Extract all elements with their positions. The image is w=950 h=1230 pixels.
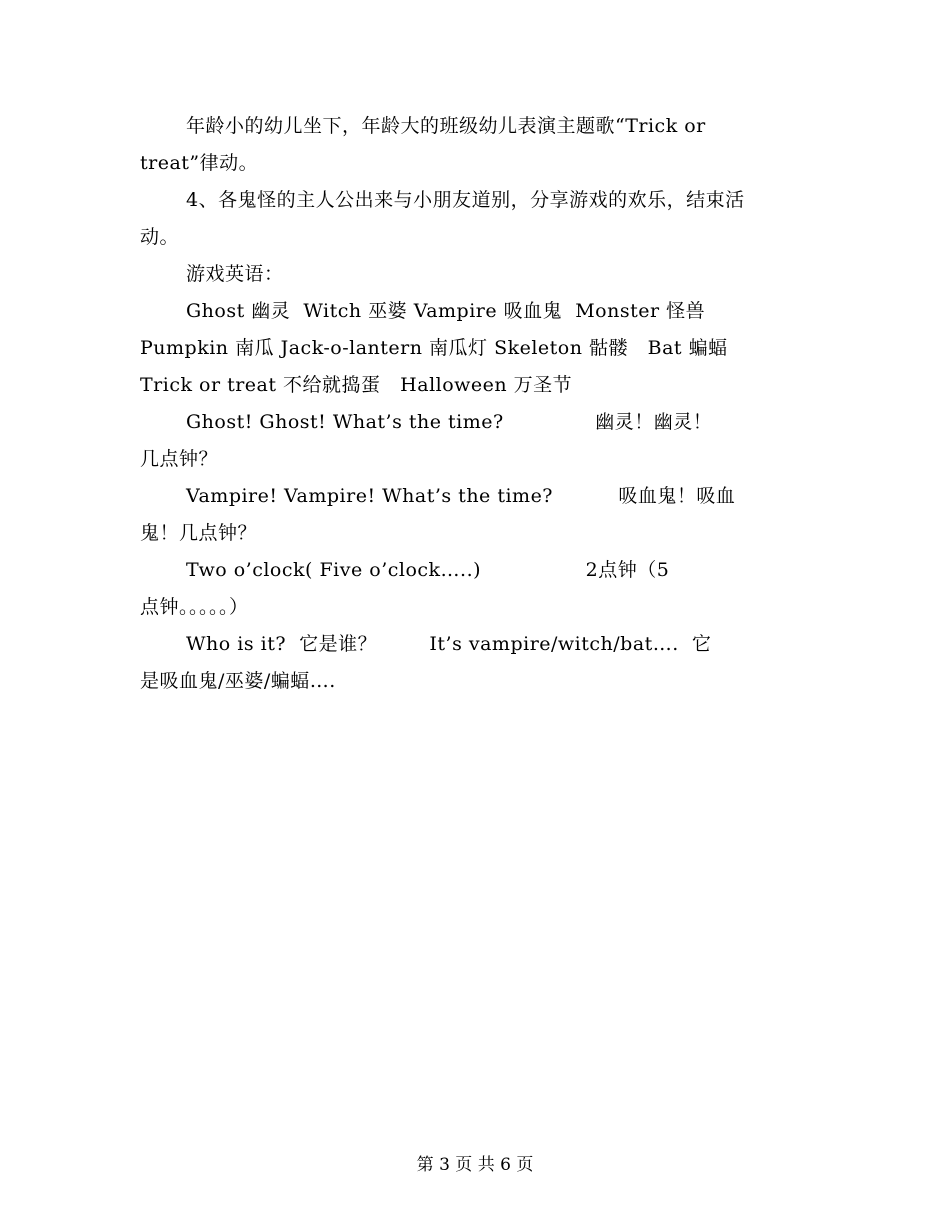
dialogue-line: 点钟。。。。。） bbox=[140, 596, 249, 618]
page-number-footer: 第 3 页 共 6 页 bbox=[416, 1155, 534, 1175]
paragraph-line: 年龄小的幼儿坐下，年龄大的班级幼儿表演主题歌“Trick or bbox=[186, 115, 706, 137]
dialogue-line: Vampire! Vampire! What’s the time? 吸血鬼！吸血 bbox=[186, 485, 736, 507]
paragraph-line: 4、各鬼怪的主人公出来与小朋友道别，分享游戏的欢乐，结束活 bbox=[186, 189, 745, 211]
paragraph-line: 动。 bbox=[140, 226, 180, 248]
vocabulary-line: Pumpkin 南瓜 Jack-o-lantern 南瓜灯 Skeleton 骷髅 Bat 蝙蝠 bbox=[140, 337, 728, 359]
dialogue-line: 鬼！几点钟？ bbox=[140, 522, 258, 544]
vocabulary-line: Ghost 幽灵 Witch 巫婆 Vampire 吸血鬼 Monster 怪兽 bbox=[186, 300, 706, 322]
paragraph-line: treat”律动。 bbox=[140, 152, 259, 174]
dialogue-line: Ghost! Ghost! What’s the time? 幽灵！幽灵！ bbox=[186, 411, 713, 433]
vocabulary-line: Trick or treat 不给就捣蛋 Halloween 万圣节 bbox=[140, 374, 573, 396]
dialogue-line: 几点钟？ bbox=[140, 448, 219, 470]
dialogue-line: Two o’clock( Five o’clock…..) 2点钟（5 bbox=[186, 559, 670, 581]
section-heading: 游戏英语： bbox=[186, 263, 284, 285]
dialogue-line: 是吸血鬼/巫婆/蝙蝠…. bbox=[140, 670, 336, 692]
dialogue-line: Who is it? 它是谁？ It’s vampire/witch/bat…. 它 bbox=[186, 633, 712, 655]
